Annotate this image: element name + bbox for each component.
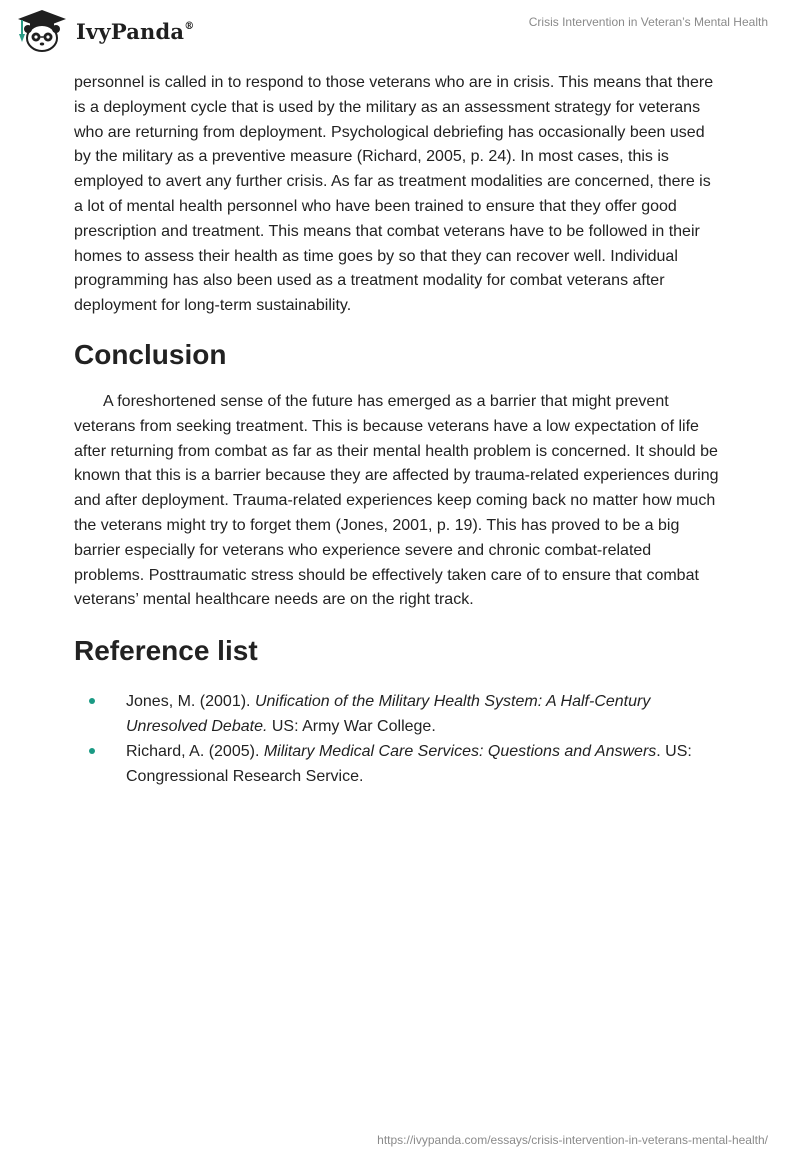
reference-publisher: . US: Congressional Research Service. [126, 743, 692, 786]
page-header [0, 0, 800, 64]
reference-list [74, 689, 724, 789]
bullet-icon [89, 698, 95, 704]
bullet-icon [89, 748, 95, 754]
reference-list-heading: Reference list [74, 635, 258, 667]
reference-authors: Richard, A. (2005). [126, 743, 264, 761]
intro-paragraph: personnel is called in to respond to those veterans who are in crisis. This means that there is a deployment cycle that is used by the military as an assessment strategy for veterans who are returning from deployment. Psychological debriefing has occasionally been used by the military as a preventive measure (Richard, 2005, p. 24). In most cases, this is employed to avert any further crisis. As far as treatment modalities are concerned, there is a lot of mental health personnel who have been trained to ensure that they offer good prescription and treatment. This means that combat veterans have to be followed in their homes to assess their health as time goes by so that they can recover well. Individual programming has also been used as a treatment modality for combat veterans after deployment for long-term sustainability. [74, 74, 714, 315]
document-title: Crisis Intervention in Veteran’s Mental Health [528, 15, 768, 29]
reference-title: Military Medical Care Services: Questions and Answers [263, 743, 657, 761]
essay-content [74, 71, 724, 789]
conclusion-heading: Conclusion [74, 338, 227, 370]
source-url[interactable]: https://ivypanda.com/essays/crisis-intervention-in-veterans-mental-health/ [377, 1133, 768, 1147]
reference-title: Unification of the Military Health System: A Half-Century Unresolved Debate. [126, 693, 651, 736]
reference-item [74, 689, 724, 739]
reference-item [74, 739, 724, 789]
reference-publisher: US: Army War College. [267, 718, 436, 736]
reference-authors: Jones, M. (2001). [126, 693, 255, 711]
ivypanda-logo[interactable] [14, 8, 204, 56]
logo-wordmark: IvyPanda® [76, 19, 195, 44]
conclusion-paragraph: A foreshortened sense of the future has emerged as a barrier that might prevent veterans from seeking treatment. This is because veterans have a low expectation of life after returning from combat as far as their mental health problem is concerned. It should be known that this is a barrier because they are affected by trauma-related experiences during and after deployment. Trauma-related experiences keep coming back no matter how much the veterans might try to forget them (Jones, 2001, p. 19). This has proved to be a big barrier especially for veterans who experience severe and chronic combat-related problems. Posttraumatic stress should be effectively taken care of to ensure that combat veterans’ mental healthcare needs are on the right track. [74, 392, 719, 609]
panda-graduate-icon [14, 8, 70, 54]
